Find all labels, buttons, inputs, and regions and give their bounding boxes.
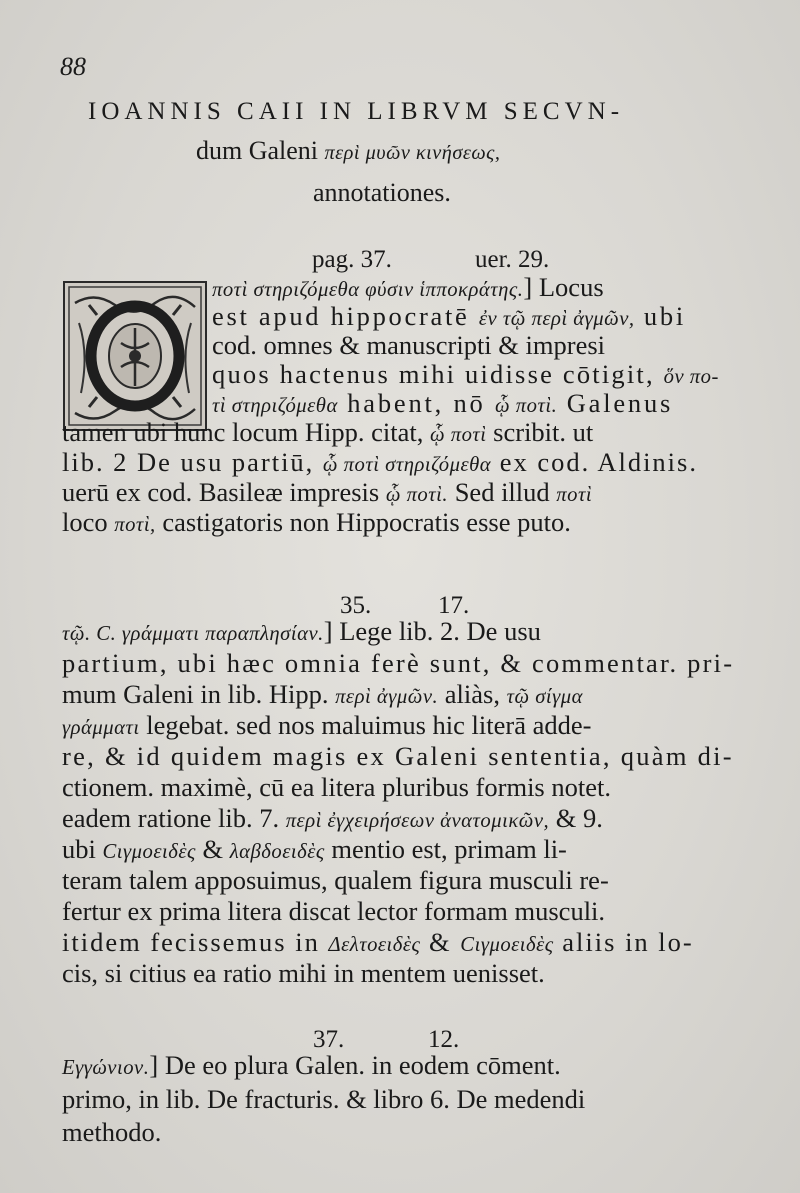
heading-line-3: annotationes. [313, 178, 451, 207]
latin-text: Galenus [557, 388, 674, 418]
latin-text: re, & id quidem magis ex Galeni sententia, quàm di- [62, 741, 734, 771]
latin-text: partium, ubi hæc omnia ferè sunt, & commentar. pri- [62, 648, 735, 678]
text-line [62, 449, 698, 476]
greek-phrase: ᾧ ποτὶ στηριζόμεθα [322, 454, 492, 476]
heading-greek: περὶ μυῶν κινήσεως, [324, 142, 501, 164]
ref-page: 35. [340, 592, 372, 619]
latin-text: primo, in lib. De fracturis. & libro 6. De medendi [62, 1084, 586, 1114]
text-line [62, 1052, 561, 1079]
text-line [62, 419, 593, 446]
greek-phrase: ᾧ ποτὶ [429, 424, 487, 446]
text-line [212, 390, 673, 417]
page-number: 88 [60, 52, 86, 81]
latin-text: Sed illud [448, 477, 557, 507]
text-line [62, 1086, 585, 1113]
text-line [62, 929, 694, 956]
latin-text: ex cod. Aldinis. [491, 447, 698, 477]
ref-verse: uer. 29. [475, 246, 550, 273]
decorated-initial-o [63, 281, 207, 431]
latin-text: teram talem apposuimus, qualem figura musculi re- [62, 865, 609, 895]
latin-text: ubi [62, 834, 103, 864]
latin-text: legebat. sed nos maluimus hic literā adde- [139, 710, 592, 740]
greek-phrase: λαβδοειδὲς [229, 841, 325, 863]
latin-text: aliàs, [438, 679, 507, 709]
heading-latin: dum Galeni [196, 136, 319, 165]
latin-text: & 9. [549, 803, 603, 833]
latin-text: cod. omnes & manuscripti & impresi [212, 330, 606, 360]
latin-text: quos hactenus mihi uidisse cōtigit, [212, 359, 664, 389]
greek-phrase: περὶ ἀγμῶν. [335, 686, 439, 708]
greek-phrase: ᾧ ποτὶ. [495, 395, 558, 417]
latin-text: uerū ex cod. Basileæ impresis [62, 477, 386, 507]
latin-text: ubi [634, 301, 686, 331]
latin-text: mum Galeni in lib. Hipp. [62, 679, 336, 709]
latin-text: castigatoris non Hippocratis esse puto. [155, 507, 571, 537]
latin-text: tamen ubi hunc locum Hipp. citat, [62, 417, 430, 447]
latin-text: scribit. ut [486, 417, 594, 447]
latin-text: lib. 2 De usu partiū, [62, 447, 323, 477]
latin-text: ] Lege lib. 2. De usu [323, 616, 541, 646]
ref-verse: 17. [438, 592, 470, 619]
greek-phrase: ἐν τῷ περὶ ἀγμῶν, [478, 308, 635, 330]
latin-text: & [195, 834, 230, 864]
greek-phrase: τῷ. C. γράμματι παραπλησίαν. [62, 623, 324, 645]
greek-phrase: γράμματι [62, 717, 140, 739]
heading-line-2 [196, 136, 500, 166]
text-line [62, 805, 603, 832]
greek-phrase: ποτὶ στηριζόμεθα φύσιν ἱπποκράτης. [212, 279, 524, 301]
latin-text: fertur ex prima litera discat lector formam musculi. [62, 896, 606, 926]
greek-phrase: Cιγμοειδὲς [102, 841, 196, 863]
ref-page: 37. [313, 1026, 345, 1053]
greek-phrase: περὶ ἐγχειρήσεων ἀνατομικῶν, [285, 810, 550, 832]
latin-text: habent, nō [337, 388, 496, 418]
greek-phrase: Δελτοειδὲς [328, 934, 421, 956]
latin-text: methodo. [62, 1117, 162, 1147]
text-line [62, 867, 609, 894]
heading-line-1: IOANNIS CAII IN LIBRVM SECVN- [88, 98, 625, 125]
text-line [62, 479, 592, 506]
latin-text: eadem ratione lib. 7. [62, 803, 286, 833]
latin-text: & [420, 927, 461, 957]
text-line [62, 743, 734, 770]
greek-phrase: Εγγώνιον. [62, 1057, 150, 1079]
text-line [62, 960, 545, 987]
text-line [212, 303, 686, 330]
latin-text: ctionem. maximè, cū ea litera pluribus formis notet. [62, 772, 611, 802]
ref-page: pag. 37. [312, 246, 392, 273]
greek-phrase: ᾧ ποτὶ. [385, 484, 449, 506]
greek-phrase: ποτὶ [556, 484, 593, 506]
latin-text: ] De eo plura Galen. in eodem cōment. [149, 1050, 561, 1080]
ref-verse: 12. [428, 1026, 460, 1053]
latin-text: loco [62, 507, 115, 537]
latin-text: ] Locus [523, 272, 604, 302]
ornament-icon [65, 283, 205, 429]
text-line [62, 774, 611, 801]
greek-phrase: Cιγμοειδὲς [460, 934, 554, 956]
greek-phrase: τὶ στηριζόμεθα [212, 395, 338, 417]
text-line [212, 274, 604, 301]
text-line [62, 618, 541, 645]
latin-text: est apud hippocratē [212, 301, 479, 331]
text-line [62, 650, 734, 677]
text-line [212, 332, 605, 359]
greek-phrase: ὅν πο- [663, 366, 719, 388]
text-line [62, 509, 571, 536]
latin-text: aliis in lo- [553, 927, 694, 957]
latin-text: mentio est, primam li- [324, 834, 567, 864]
text-line [62, 898, 605, 925]
greek-phrase: ποτὶ, [114, 514, 156, 536]
text-line [212, 361, 719, 388]
text-line [62, 712, 591, 739]
greek-phrase: τῷ σίγμα [506, 686, 584, 708]
text-line [62, 836, 567, 863]
text-line [62, 681, 583, 708]
text-line [62, 1119, 161, 1146]
latin-text: itidem fecissemus in [62, 927, 329, 957]
latin-text: cis, si citius ea ratio mihi in mentem uenisset. [62, 958, 545, 988]
